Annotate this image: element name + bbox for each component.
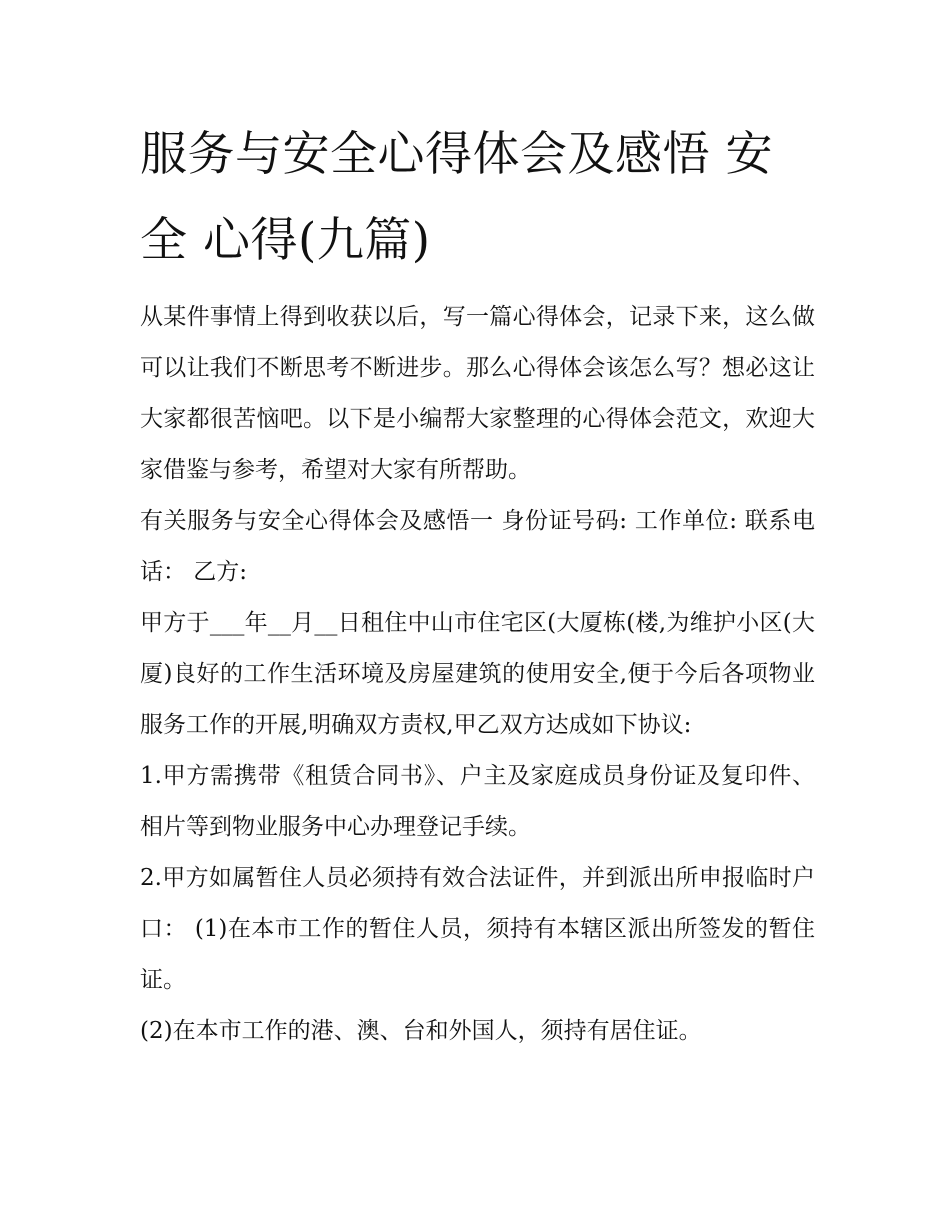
paragraph-intro: 从某件事情上得到收获以后，写一篇心得体会，记录下来，这么做可以让我们不断思考不断进步。那么心得体会该怎么写？想必这让大家都很苦恼吧。以下是小编帮大家整理的心得体会范文，欢迎大家借鉴与参考，希望对大家有所帮助。 (140, 304, 815, 483)
document-title: 服务与安全心得体会及感悟 安全 心得(九篇) (140, 127, 773, 268)
paragraph-agreement: 甲方于___年__月__日租住中山市住宅区(大厦栋(楼,为维护小区(大厦)良好的工作生活环境及房屋建筑的使用安全,便于今后各项物业服务工作的开展,明确双方责权,甲乙双方达成如下协议: (140, 610, 815, 738)
paragraph-item-2-sub: (2)在本市工作的港、澳、台和外国人，须持有居住证。 (140, 1018, 702, 1044)
paragraph-contact: 有关服务与安全心得体会及感悟一 身份证号码: 工作单位: 联系电话： 乙方: (140, 508, 815, 585)
document-page (140, 112, 815, 1057)
paragraph-item-1: 1.甲方需携带《租赁合同书》、户主及家庭成员身份证及复印件、相片等到物业服务中心办理登记手续。 (140, 763, 815, 840)
paragraph-item-2: 2.甲方如属暂住人员必须持有效合法证件，并到派出所申报临时户口： (1)在本市工作的暂住人员，须持有本辖区派出所签发的暂住证。 (140, 865, 815, 993)
